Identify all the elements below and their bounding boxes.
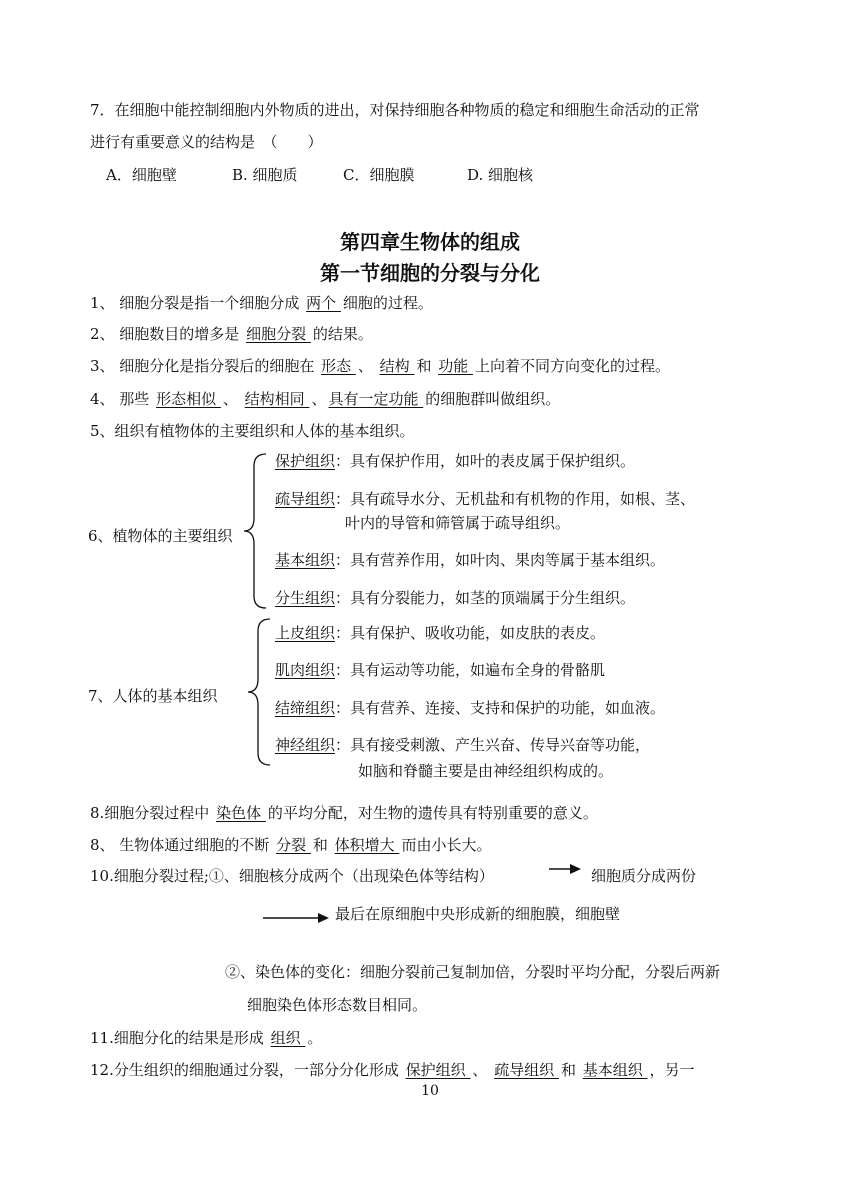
item-8a-text-a: 8.细胞分裂过程中 <box>90 804 215 822</box>
item-3-text-c: 和 <box>416 357 437 375</box>
plant-row-name: 基本组织 <box>275 551 336 569</box>
plant-row-desc: ：具有分裂能力，如茎的顶端属于分生组织。 <box>335 589 636 607</box>
human-row-desc: ：具有保护、吸收功能，如皮肤的表皮。 <box>335 624 606 642</box>
item-4-blank-2: 结构相同 <box>244 390 310 408</box>
item-2-blank: 细胞分裂 <box>246 325 311 343</box>
item-10-line1b: 细胞质分成两份 <box>591 867 697 885</box>
item-11-text-a: 11.细胞分化的结果是形成 <box>90 1029 269 1047</box>
item-10-line1: 10.细胞分裂过程;①、细胞核分成两个（出现染色体等结构） <box>90 867 494 885</box>
item-3-text-d: 上向着不同方向变化的过程。 <box>475 357 671 375</box>
item-1-blank: 两个 <box>306 294 341 312</box>
item-1 <box>90 293 433 313</box>
item-8b <box>90 835 491 855</box>
q7-option-a: A．细胞壁 <box>106 166 177 184</box>
item-3-blank-2: 结构 <box>379 357 415 375</box>
item-3-blank-3: 功能 <box>438 357 473 375</box>
item-5: 5、组织有植物体的主要组织和人体的基本组织。 <box>90 422 415 440</box>
item-10-line4: 细胞染色体形态数目相同。 <box>247 996 428 1014</box>
human-row-name: 肌肉组织 <box>275 661 336 679</box>
plant-row-conductive <box>275 489 695 509</box>
item-2 <box>90 324 373 344</box>
item-10-line2: 最后在原细胞中央形成新的细胞膜，细胞壁 <box>335 905 621 923</box>
human-brace-icon <box>244 617 272 767</box>
item-8a-text-b: 的平均分配，对生物的遗传具有特别重要的意义。 <box>267 804 598 822</box>
item-4-text-b: 、 <box>222 390 243 408</box>
section-title: 第一节细胞的分裂与分化 <box>320 261 540 285</box>
item-12-text-d: ，另一 <box>649 1061 695 1079</box>
human-row-muscle <box>275 660 605 680</box>
plant-row-meristem <box>275 588 635 608</box>
item-4-text-a: 4、 那些 <box>90 390 155 408</box>
human-row-connective <box>275 698 665 718</box>
item-4 <box>90 389 560 409</box>
item-11-text-b: 。 <box>307 1029 323 1047</box>
human-row-nervous-cont: 如脑和脊髓主要是由神经组织构成的。 <box>358 762 614 780</box>
human-row-desc: ：具有运动等功能，如遍布全身的骨骼肌 <box>335 661 606 679</box>
item-12-blank-2: 疏导组织 <box>494 1061 559 1079</box>
plant-row-protective <box>275 451 635 471</box>
item-4-blank-1: 形态相似 <box>156 390 221 408</box>
item-2-text-b: 的结果。 <box>312 325 373 343</box>
item-12-blank-1: 保护组织 <box>405 1061 471 1079</box>
plant-row-conductive-cont: 叶内的导管和筛管属于疏导组织。 <box>345 514 571 532</box>
item-8b-blank-1: 分裂 <box>276 836 311 854</box>
item-8b-text-a: 8、 生物体通过细胞的不断 <box>90 836 275 854</box>
page-number: 10 <box>421 1083 439 1099</box>
human-row-nervous <box>275 735 650 755</box>
plant-row-desc: ：具有营养作用，如叶肉、果肉等属于基本组织。 <box>335 551 666 569</box>
q7-option-b: B. 细胞质 <box>232 166 298 184</box>
q7-option-c: C．细胞膜 <box>343 166 415 184</box>
chapter-title: 第四章生物体的组成 <box>340 230 520 254</box>
q7-line1: 7．在细胞中能控制细胞内外物质的进出，对保持细胞各种物质的稳定和细胞生命活动的正常 <box>90 101 700 119</box>
item-12-blank-3: 基本组织 <box>582 1061 648 1079</box>
human-tissues-label: 7、人体的基本组织 <box>88 687 218 705</box>
item-1-text-b: 细胞的过程。 <box>342 294 433 312</box>
plant-row-name: 保护组织 <box>275 452 336 470</box>
item-4-text-d: 的细胞群叫做组织。 <box>425 390 561 408</box>
item-4-blank-3: 具有一定功能 <box>328 390 424 408</box>
item-2-text-a: 2、 细胞数目的增多是 <box>90 325 245 343</box>
item-11-blank: 组织 <box>270 1029 306 1047</box>
human-row-epithelial <box>275 623 605 643</box>
item-8a-blank: 染色体 <box>216 804 266 822</box>
arrow-right-icon <box>262 911 330 925</box>
q7-line2: 进行有重要意义的结构是 （ ） <box>90 133 323 151</box>
item-12-text-a: 12.分生组织的细胞通过分裂，一部分分化形成 <box>90 1061 404 1079</box>
item-8a <box>90 803 598 823</box>
human-row-name: 上皮组织 <box>275 624 336 642</box>
item-12-text-b: 、 <box>472 1061 493 1079</box>
plant-tissues-label: 6、植物体的主要组织 <box>88 527 233 545</box>
plant-row-desc: ：具有保护作用，如叶的表皮属于保护组织。 <box>335 452 636 470</box>
item-3-text-b: 、 <box>357 357 378 375</box>
item-8b-text-c: 而由小长大。 <box>401 836 492 854</box>
item-12 <box>90 1060 695 1080</box>
human-row-name: 神经组织 <box>275 736 336 754</box>
item-4-text-c: 、 <box>311 390 327 408</box>
human-row-name: 结缔组织 <box>275 699 336 717</box>
plant-row-name: 疏导组织 <box>275 490 336 508</box>
plant-row-ground <box>275 550 665 570</box>
item-3-text-a: 3、 细胞分化是指分裂后的细胞在 <box>90 357 320 375</box>
q7-option-d: D. 细胞核 <box>467 166 534 184</box>
item-3-blank-1: 形态 <box>321 357 356 375</box>
human-row-desc: ：具有营养、连接、支持和保护的功能，如血液。 <box>335 699 666 717</box>
item-3 <box>90 356 670 376</box>
item-1-text-a: 1、 细胞分裂是指一个细胞分成 <box>90 294 305 312</box>
item-11 <box>90 1028 322 1048</box>
item-12-text-c: 和 <box>560 1061 581 1079</box>
plant-row-name: 分生组织 <box>275 589 336 607</box>
plant-row-desc: ：具有疏导水分、无机盐和有机物的作用，如根、茎、 <box>335 490 696 508</box>
item-8b-blank-2: 体积增大 <box>334 836 400 854</box>
arrow-right-icon <box>548 862 582 876</box>
item-8b-text-b: 和 <box>312 836 333 854</box>
plant-brace-icon <box>240 452 268 610</box>
item-10-line3: ②、染色体的变化：细胞分裂前己复制加倍，分裂时平均分配，分裂后两新 <box>225 963 721 981</box>
human-row-desc: ：具有接受刺激、产生兴奋、传导兴奋等功能， <box>335 736 651 754</box>
